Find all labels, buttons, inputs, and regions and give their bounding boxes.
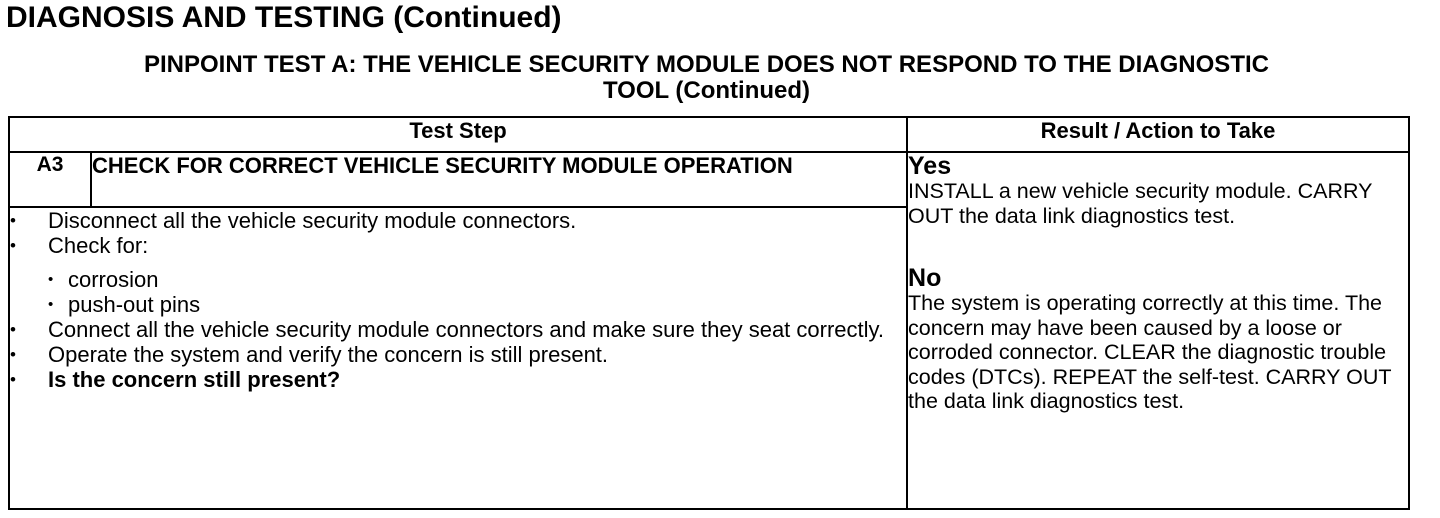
test-heading-line-1: PINPOINT TEST A: THE VEHICLE SECURITY MODULE DOES NOT RESPOND TO THE DIAGNOSTIC <box>144 51 1269 78</box>
instruction-item <box>10 233 906 317</box>
instruction-text: Operate the system and verify the concern is still present. <box>48 342 609 367</box>
step-instructions <box>9 207 907 509</box>
result-yes-label: Yes <box>908 152 952 180</box>
check-for-item: • corrosion <box>48 267 906 292</box>
instruction-text: Check for: <box>48 233 149 258</box>
instruction-item <box>10 342 906 367</box>
pinpoint-test-heading <box>0 52 1413 104</box>
result-no <box>908 265 1408 414</box>
result-no-label: No <box>908 264 942 292</box>
column-header-test-step: Test Step <box>9 117 907 152</box>
instruction-text: Connect all the vehicle security module connectors and make sure they seat correctly. <box>48 317 884 342</box>
instruction-text: Disconnect all the vehicle security module connectors. <box>48 208 577 233</box>
check-for-list <box>48 267 906 317</box>
result-action-cell <box>907 152 1409 509</box>
instruction-question: Is the concern still present? <box>48 367 341 392</box>
check-for-item: • push-out pins <box>48 292 906 317</box>
result-yes-text: INSTALL a new vehicle security module. CARRY OUT the data link diagnostics test. <box>908 179 1373 228</box>
result-yes <box>908 153 1408 228</box>
column-header-result-action: Result / Action to Take <box>907 117 1409 152</box>
test-heading-line-2: TOOL (Continued) <box>602 77 811 104</box>
instruction-item <box>10 317 906 342</box>
step-id: A3 <box>9 152 91 207</box>
pinpoint-test-table <box>8 116 1410 510</box>
result-no-text: The system is operating correctly at this time. The concern may have been caused by a loose or corroded connector. CLEAR the diagnostic trouble codes (DTCs). REPEAT the self-test. CARRY OUT the data link diagnostics test. <box>908 291 1392 413</box>
instruction-list <box>10 208 906 392</box>
instruction-item <box>10 367 906 392</box>
page-title: DIAGNOSIS AND TESTING (Continued) <box>6 1 562 34</box>
step-title: CHECK FOR CORRECT VEHICLE SECURITY MODULE OPERATION <box>91 152 907 207</box>
step-title-row <box>9 152 1409 207</box>
table-header-row <box>9 117 1409 152</box>
instruction-item <box>10 208 906 233</box>
